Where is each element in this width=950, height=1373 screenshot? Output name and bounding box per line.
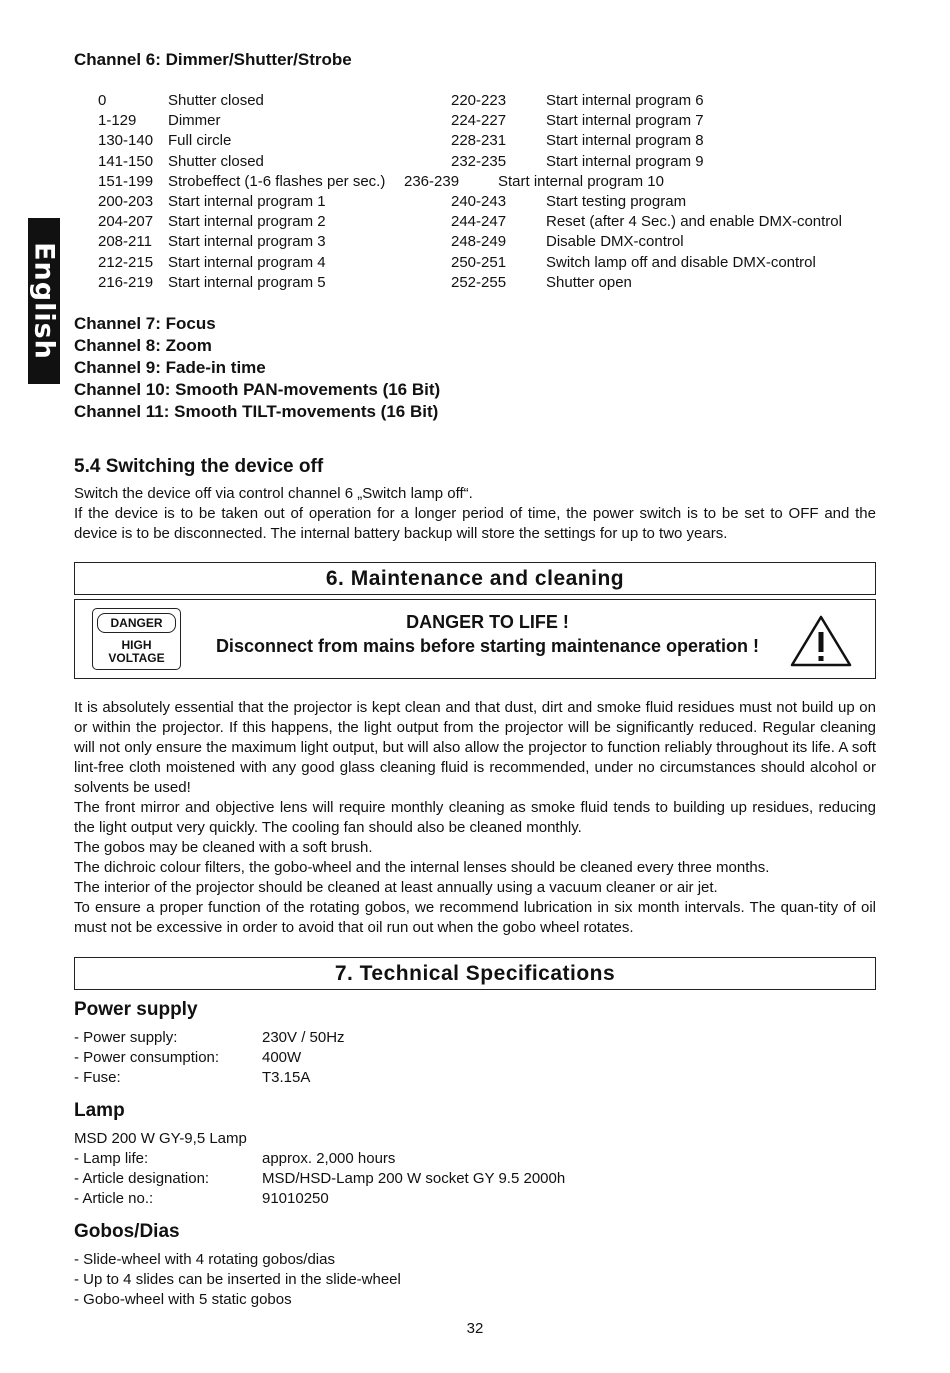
section-heading-switch-off: 5.4 Switching the device off xyxy=(74,456,324,477)
function: Start internal program 8 xyxy=(546,132,704,150)
value-range: 141-150 xyxy=(98,152,154,170)
paragraph: The front mirror and objective lens will require monthly cleaning as smoke fluid tends to building up residues, reducing the light output very quickly. The cooling fan should also be cleaned monthly. xyxy=(74,799,876,836)
lamp-heading: Lamp xyxy=(74,1100,125,1121)
channel6-heading: Channel 6: Dimmer/Shutter/Strobe xyxy=(74,50,352,69)
function: Strobeffect (1-6 flashes per sec.) xyxy=(168,172,386,190)
value-range: 220-223 xyxy=(451,92,507,109)
value-range: 151-199 xyxy=(98,172,154,190)
function: Shutter open xyxy=(546,273,632,291)
spec-value: approx. 2,000 hours xyxy=(262,1150,396,1167)
spec-key: - Fuse: xyxy=(74,1069,121,1086)
spec-key: - Power supply: xyxy=(74,1029,178,1046)
function: Shutter closed xyxy=(168,92,264,109)
high-voltage-label xyxy=(93,639,180,665)
value-range: 250-251 xyxy=(451,253,507,271)
value-range: 232-235 xyxy=(451,152,507,170)
value-range: 212-215 xyxy=(98,253,154,271)
high-label: HIGH xyxy=(121,638,152,652)
function: Start internal program 1 xyxy=(168,193,326,210)
language-side-tab xyxy=(28,218,60,384)
value-range: 224-227 xyxy=(451,112,507,130)
switch-off-text xyxy=(74,484,876,544)
spec-key: - Article no.: xyxy=(74,1190,154,1207)
function: Shutter closed xyxy=(168,152,264,170)
function: Start internal program 6 xyxy=(546,92,704,109)
danger-warning-box xyxy=(74,599,876,679)
function: Start internal program 2 xyxy=(168,213,326,231)
function: Dimmer xyxy=(168,112,221,130)
function: Full circle xyxy=(168,132,232,150)
function: Start internal program 7 xyxy=(546,112,704,130)
function: Disable DMX-control xyxy=(546,233,684,251)
warning-line-1: DANGER TO LIFE ! xyxy=(406,612,569,632)
function: Start internal program 5 xyxy=(168,273,326,291)
spec-value: MSD/HSD-Lamp 200 W socket GY 9.5 2000h xyxy=(262,1170,566,1187)
channel-heading: Channel 9: Fade-in time xyxy=(74,358,266,377)
language-label: English xyxy=(28,242,60,360)
spec-key: - Article designation: xyxy=(74,1170,210,1187)
value-range: 228-231 xyxy=(451,132,507,150)
paragraph: The gobos may be cleaned with a soft brush. xyxy=(74,839,373,856)
value-range: 236-239 xyxy=(404,172,460,190)
value-range: 130-140 xyxy=(98,132,154,150)
function: Start internal program 4 xyxy=(168,253,326,271)
warning-triangle-icon xyxy=(789,614,853,668)
tech-specs-title: 7. Technical Specifications xyxy=(74,957,876,990)
spec-value: 230V / 50Hz xyxy=(262,1029,345,1046)
value-range: 200-203 xyxy=(98,193,154,210)
spec-value: 91010250 xyxy=(262,1190,329,1207)
paragraph: To ensure a proper function of the rotating gobos, we recommend lubrication in six month intervals. The quan-tity of oil must not be excessive in order to avoid that oil run out when the gobo wheel rotates. xyxy=(74,899,876,936)
value-range: 0 xyxy=(98,92,107,109)
value-range: 252-255 xyxy=(451,273,507,291)
value-range: 244-247 xyxy=(451,213,507,231)
voltage-label: VOLTAGE xyxy=(108,651,165,665)
warning-line-2: Disconnect from mains before starting maintenance operation ! xyxy=(215,636,760,656)
maintenance-text xyxy=(74,698,876,938)
function: Reset (after 4 Sec.) and enable DMX-control xyxy=(546,213,842,231)
list-item: - Gobo-wheel with 5 static gobos xyxy=(74,1291,292,1308)
channel-headings xyxy=(74,313,440,423)
paragraph: It is absolutely essential that the projector is kept clean and that dust, dirt and smoke fluid residues must not build up on or within the projector. If this happens, the light output from the projector will be significantly reduced. Regular cleaning will not only ensure the maximum light output, but will also allow the projector to function reliably throughout its life. A soft lint-free cloth moistened with any good glass cleaning fluid is recommended, under no circumstances should alcohol or solvents be used! xyxy=(74,699,876,796)
spec-key: - Lamp life: xyxy=(74,1150,149,1167)
value-range: 204-207 xyxy=(98,213,154,231)
page-number: 32 xyxy=(466,1320,484,1337)
value-range: 216-219 xyxy=(98,273,154,291)
danger-label: DANGER xyxy=(97,613,176,633)
value-range: 1-129 xyxy=(98,112,137,130)
power-supply-heading: Power supply xyxy=(74,999,198,1020)
channel-heading: Channel 11: Smooth TILT-movements (16 Bit) xyxy=(74,402,439,421)
spec-value: 400W xyxy=(262,1049,302,1066)
paragraph: The dichroic colour filters, the gobo-wheel and the internal lenses should be cleaned every three months. xyxy=(74,859,770,876)
list-item: - Slide-wheel with 4 rotating gobos/dias xyxy=(74,1251,335,1268)
lamp-intro: MSD 200 W GY-9,5 Lamp xyxy=(74,1130,247,1147)
paragraph: The interior of the projector should be cleaned at least annually using a vacuum cleaner or air jet. xyxy=(74,879,718,896)
danger-high-voltage-badge xyxy=(92,608,181,670)
paragraph: Switch the device off via control channel 6 „Switch lamp off“. xyxy=(74,485,473,502)
value-range: 208-211 xyxy=(98,233,152,251)
function: Start internal program 10 xyxy=(498,172,664,190)
paragraph: If the device is to be taken out of operation for a longer period of time, the power switch is to be set to OFF and the device is to be disconnected. The internal battery backup will store the settings for up to two years. xyxy=(74,505,876,542)
channel-heading: Channel 7: Focus xyxy=(74,314,216,333)
function: Switch lamp off and disable DMX-control xyxy=(546,253,816,271)
value-range: 240-243 xyxy=(451,193,507,210)
spec-key: - Power consumption: xyxy=(74,1049,220,1066)
function: Start internal program 9 xyxy=(546,152,704,170)
function: Start testing program xyxy=(546,193,687,210)
maintenance-title: 6. Maintenance and cleaning xyxy=(74,562,876,595)
channel-heading: Channel 10: Smooth PAN-movements (16 Bit) xyxy=(74,380,441,399)
value-range: 248-249 xyxy=(451,233,507,251)
function: Start internal program 3 xyxy=(168,233,326,251)
gobos-heading: Gobos/Dias xyxy=(74,1221,180,1242)
spec-value: T3.15A xyxy=(262,1069,311,1086)
channel-heading: Channel 8: Zoom xyxy=(74,336,212,355)
list-item: - Up to 4 slides can be inserted in the slide-wheel xyxy=(74,1271,401,1288)
